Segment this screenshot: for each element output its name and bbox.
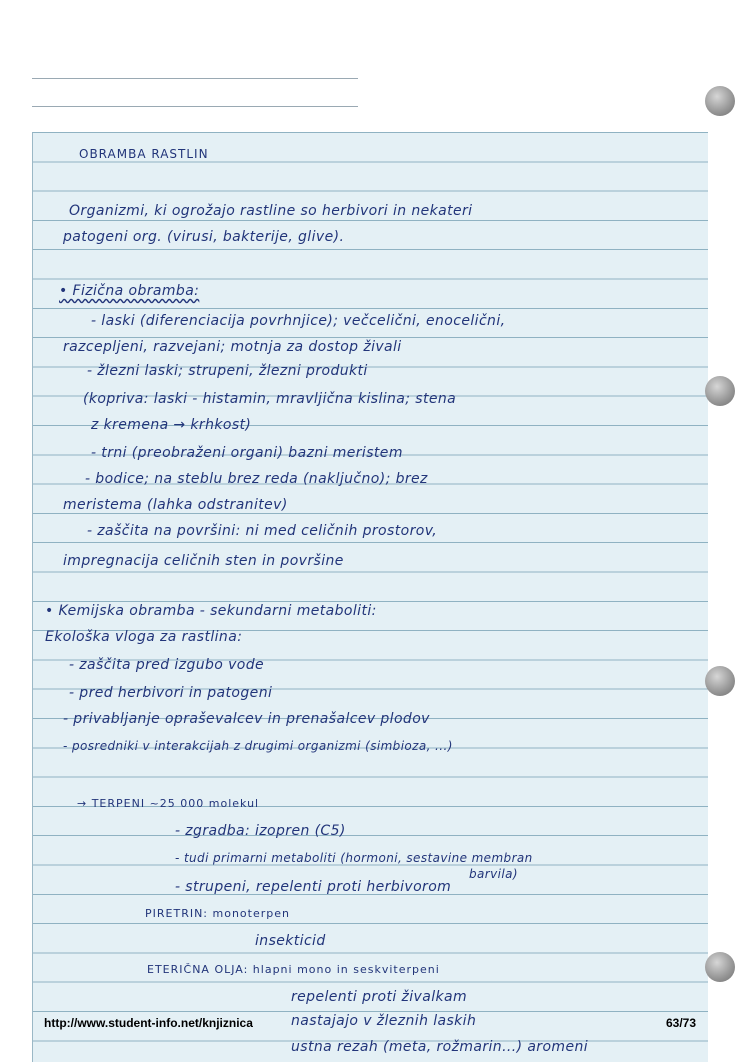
note-line: - bodice; na steblu brez reda (naključno); brez: [85, 471, 428, 487]
note-line: - žlezni laski; strupeni, žlezni produkti: [87, 363, 368, 379]
note-line: nastajajo v žleznih laskih: [291, 1013, 477, 1029]
binder-hole: [705, 666, 735, 696]
footer-page-number: 63/73: [666, 1016, 697, 1030]
note-line: z kremena → krhkost): [91, 417, 252, 433]
note-line: - pred herbivori in patogeni: [69, 685, 273, 701]
note-line: (kopriva: laski - histamin, mravljična kislina; stena: [83, 391, 457, 407]
note-line: barvila): [469, 867, 518, 881]
note-line: - tudi primarni metaboliti (hormoni, sestavine membran: [175, 851, 533, 865]
note-line: - zgradba: izopren (C5): [175, 823, 346, 839]
header-rule: [32, 106, 358, 107]
note-line: repelenti proti živalkam: [291, 989, 468, 1005]
note-line: ETERIČNA OLJA: hlapni mono in seskviterpeni: [147, 963, 440, 976]
section-heading-physical-defense: • Fizična obramba:: [59, 283, 200, 299]
note-line: - laski (diferenciacija povrhnjice); večcelični, enocelični,: [91, 313, 506, 329]
note-line: PIRETRIN: monoterpen: [145, 907, 290, 920]
binder-hole: [705, 86, 735, 116]
footer-url: http://www.student-info.net/knjiznica: [44, 1016, 253, 1030]
note-line: - privabljanje opraševalcev in prenašalcev plodov: [63, 711, 430, 727]
note-line: Ekološka vloga za rastlina:: [45, 629, 243, 645]
notebook-page: [32, 132, 708, 1062]
binder-hole: [705, 376, 735, 406]
note-line: razcepljeni, razvejani; motnja za dostop živali: [63, 339, 402, 355]
header-rule: [32, 78, 358, 79]
note-line: - strupeni, repelenti proti herbivorom: [175, 879, 452, 895]
note-line: - zaščita na površini: ni med celičnih prostorov,: [87, 523, 438, 539]
note-line: meristema (lahka odstranitev): [63, 497, 288, 513]
note-line: → TERPENI ~25 000 molekul: [77, 797, 260, 810]
note-line: patogeni org. (virusi, bakterije, glive).: [63, 229, 345, 245]
note-line: - posredniki v interakcijah z drugimi organizmi (simbioza, ...): [63, 739, 453, 753]
note-line: - zaščita pred izgubo vode: [69, 657, 265, 673]
note-line: ustna rezah (meta, rožmarin...) aromeni: [291, 1039, 589, 1055]
note-line: impregnacija celičnih sten in površine: [63, 553, 344, 569]
note-line: Organizmi, ki ogrožajo rastline so herbivori in nekateri: [69, 203, 473, 219]
notes-title: OBRAMBA RASTLIN: [79, 147, 209, 161]
binder-hole: [705, 952, 735, 982]
note-line: - trni (preobraženi organi) bazni meristem: [91, 445, 403, 461]
section-heading-chemical-defense: • Kemijska obramba - sekundarni metaboliti:: [45, 603, 377, 619]
note-line: insekticid: [255, 933, 326, 949]
